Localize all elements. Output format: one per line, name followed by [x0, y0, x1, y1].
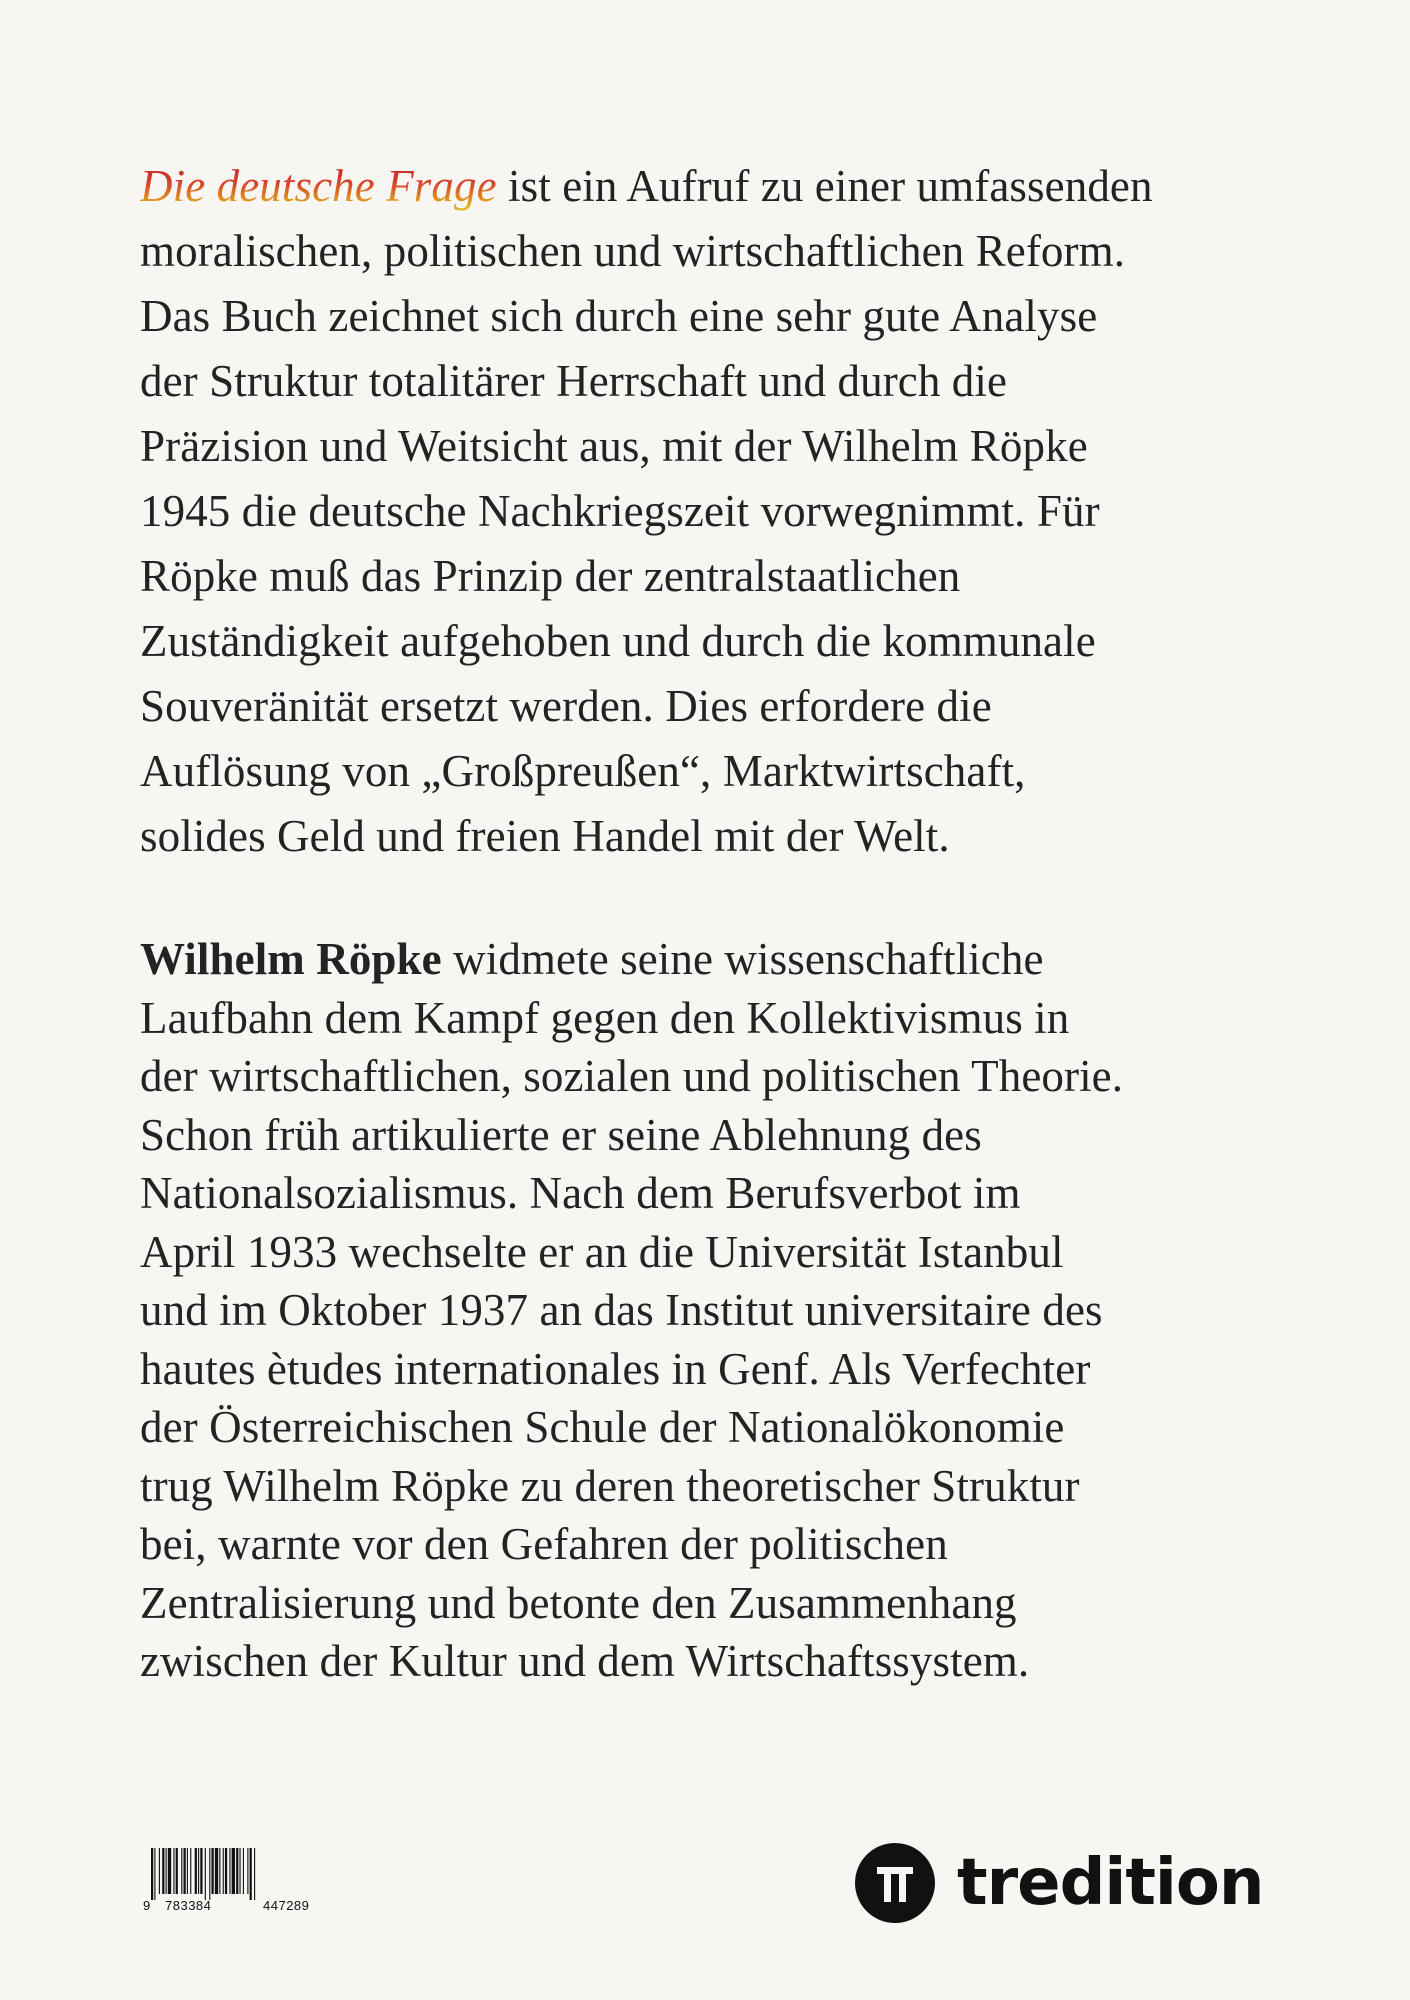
bio-line-rest: widmete seine wissenschaftliche [441, 934, 1044, 984]
blurb-line: Präzision und Weitsicht aus, mit der Wilhelm Röpke [140, 421, 1088, 471]
barcode-lead-digit: 9 [143, 1898, 151, 1913]
barcode-group-2: 447289 [263, 1898, 310, 1913]
bio-line: trug Wilhelm Röpke zu deren theoretischer Struktur [140, 1460, 1080, 1511]
barcode-bar [162, 1848, 164, 1894]
bio-line: Zentralisierung und betonte den Zusammenhang [140, 1577, 1017, 1628]
barcode-bar [151, 1848, 153, 1900]
barcode-bar [187, 1848, 188, 1894]
barcode-bar [219, 1848, 220, 1894]
barcode-bar [200, 1848, 202, 1894]
book-blurb [140, 154, 1290, 869]
bio-line: Laufbahn dem Kampf gegen den Kollektivismus in [140, 992, 1070, 1043]
barcode-bar [166, 1848, 167, 1894]
bio-line: und im Oktober 1937 an das Institut universitaire des [140, 1285, 1103, 1335]
barcode-bar [239, 1848, 240, 1894]
bio-line: hautes ètudes internationales in Genf. Als Verfechter [140, 1343, 1091, 1394]
barcode-bar [176, 1848, 178, 1894]
barcode-bar [205, 1848, 206, 1900]
tredition-logo-icon [855, 1843, 935, 1923]
barcode-bar [159, 1848, 160, 1894]
barcode-bar [168, 1848, 171, 1894]
barcode-bar [229, 1848, 230, 1894]
bio-line: bei, warnte vor den Gefahren der politischen [140, 1519, 948, 1569]
barcode-bar [173, 1848, 174, 1894]
barcode-bar [154, 1848, 155, 1900]
barcode-bars [151, 1848, 351, 1900]
barcode-bar [209, 1848, 210, 1900]
bio-line [140, 930, 1290, 989]
barcode-bar [250, 1848, 252, 1900]
blurb-line: 1945 die deutsche Nachkriegszeit vorwegnimmt. Für [140, 486, 1100, 536]
blurb-line: Röpke muß das Prinzip der zentralstaatlichen [140, 551, 961, 601]
author-biography [140, 930, 1290, 1691]
barcode-bar [198, 1848, 199, 1894]
barcode-bar [225, 1848, 227, 1894]
barcode-bar [211, 1848, 213, 1894]
barcode-bar [181, 1848, 182, 1894]
blurb-line: moralischen, politischen und wirtschaftlichen Reform. [140, 226, 1126, 276]
barcode-bar [195, 1848, 197, 1894]
barcode-group-1: 783384 [165, 1898, 212, 1913]
blurb-line: Zuständigkeit aufgehoben und durch die kommunale [140, 616, 1096, 666]
bio-line: der Österreichischen Schule der Nationalökonomie [140, 1402, 1065, 1452]
blurb-line: der Struktur totalitärer Herrschaft und durch die [140, 356, 1008, 406]
blurb-line: Souveränität ersetzt werden. Dies erfordere die [140, 681, 992, 731]
barcode-bar [243, 1848, 244, 1894]
blurb-line-rest: ist ein Aufruf zu einer umfassenden [496, 161, 1153, 211]
publisher-name: tredition [957, 1846, 1264, 1920]
barcode-bar [247, 1848, 248, 1894]
barcode-bar [190, 1848, 191, 1894]
bio-line: April 1933 wechselte er an die Universität Istanbul [140, 1226, 1064, 1277]
publisher-logo [855, 1843, 1263, 1923]
bio-line: der wirtschaftlichen, sozialen und politischen Theorie. [140, 1051, 1124, 1101]
bio-line: Nationalsozialismus. Nach dem Berufsverbot im [140, 1168, 1021, 1218]
barcode-bar [183, 1848, 185, 1894]
book-title: Die deutsche Frage [140, 161, 497, 211]
isbn-barcode [143, 1848, 353, 1916]
barcode-bar [232, 1848, 235, 1894]
barcode-bar [223, 1848, 224, 1894]
blurb-line: Auflösung von „Großpreußen“, Marktwirtschaft, [140, 746, 1026, 796]
barcode-bar [254, 1848, 255, 1900]
barcode-bar [215, 1848, 218, 1894]
bio-line: Schon früh artikulierte er seine Ablehnung des [140, 1109, 982, 1160]
barcode-bar [236, 1848, 238, 1894]
blurb-line: Das Buch zeichnet sich durch eine sehr gute Analyse [140, 291, 1098, 341]
blurb-line: solides Geld und freien Handel mit der Welt. [140, 811, 950, 861]
author-name: Wilhelm Röpke [140, 934, 442, 984]
blurb-line [140, 154, 1290, 219]
bio-line: zwischen der Kultur und dem Wirtschaftssystem. [140, 1636, 1030, 1686]
